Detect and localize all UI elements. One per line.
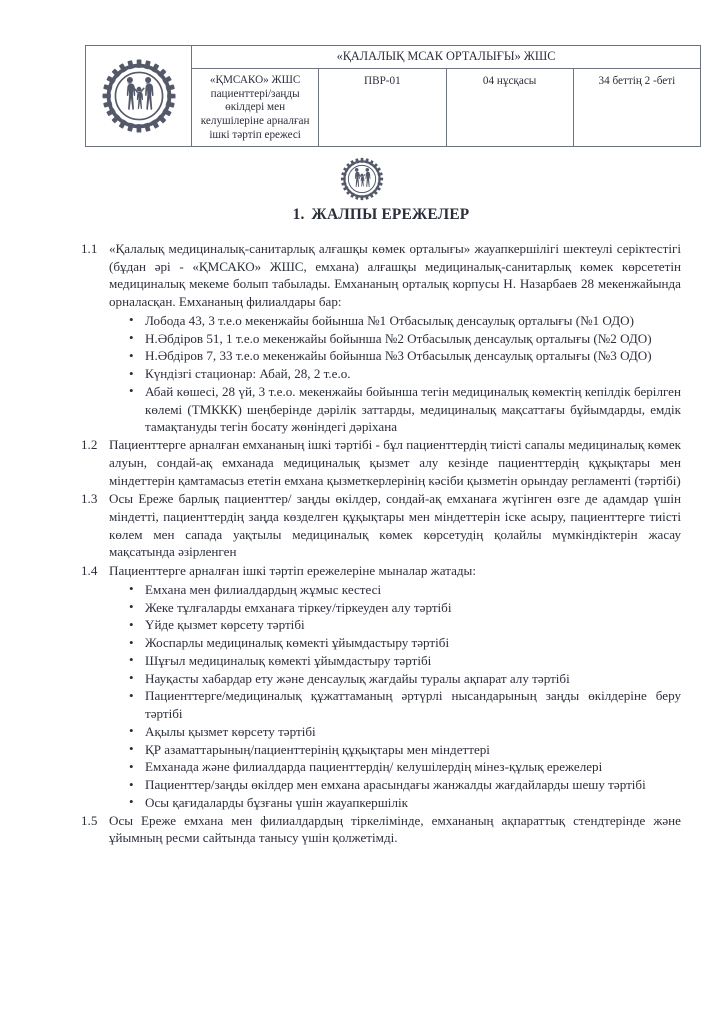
clause-number: 1.4 — [81, 563, 98, 579]
list-item: • Науқасты хабардар ету және денсаулық жағдайы туралы ақпарат алу тәртібі — [129, 670, 681, 688]
list-item: • Ақылы қызмет көрсету тәртібі — [129, 723, 681, 741]
list-item: • Абай көшесі, 28 үй, 3 т.е.о. мекенжайы бойынша тегін медициналық көмектің кепілдік берілген көлемі (ТМККК) шеңберінде дәрілік заттарды, медициналық мақсаттағы бұйымдарды, емдік тамақтануды тегін босату жөніндегі дәріхана — [129, 383, 681, 436]
document-body — [81, 206, 681, 848]
list-item: • Н.Әбдіров 51, 1 т.е.о мекенжайы бойынша №2 Отбасылық денсаулық орталығы (№2 ОДО) — [129, 330, 681, 348]
clause-1-3 — [81, 490, 681, 561]
clause-text: Пациенттерге арналған емхананың ішкі тәртібі - бұл пациенттердің тиісті сапалы медициналық көмек алуын, сондай-ақ емханада медициналық қызмет алу кезінде пациенттердің құқықтары мен міндеттерін қамтамасыз ететін емхана қызметкерлерінің кәсіби қызметін орындау регламенті (тәртібі) — [109, 437, 681, 488]
clause-text: Осы Ереже емхана мен филиалдардың тіркелімінде, емхананың ақпараттық стендтерінде және ұйымның ресми сайтында танысу үшін қолжетімді. — [109, 812, 681, 846]
list-item: • Үйде қызмет көрсету тәртібі — [129, 616, 681, 634]
org-title: «ҚАЛАЛЫҚ МСАК ОРТАЛЫҒЫ» ЖШС — [192, 46, 701, 69]
header-logo-cell — [86, 46, 192, 147]
header-table-row-title — [86, 46, 701, 69]
clause-1-4-bullets — [81, 581, 681, 812]
clause-number: 1.1 — [81, 241, 98, 256]
family-circle-logo-icon — [86, 58, 191, 134]
clause-number: 1.5 — [81, 812, 98, 828]
list-item: • Н.Әбдіров 7, 33 т.е.о мекенжайы бойынша №3 Отбасылық денсаулық орталығы (№3 ОДО) — [129, 347, 681, 365]
clause-1-5 — [81, 812, 681, 847]
page-info: 34 беттің 2 -беті — [573, 69, 700, 147]
list-item: • Шұғыл медициналық көмекті ұйымдастыру тәртібі — [129, 652, 681, 670]
clause-number: 1.2 — [81, 437, 98, 453]
section-number: 1. — [292, 206, 305, 223]
center-logo — [0, 157, 724, 206]
list-item: • Жоспарлы медициналық көмекті ұйымдастыру тәртібі — [129, 634, 681, 652]
clause-1-1-bullets — [81, 312, 681, 436]
list-item: • Күндізгі стационар: Абай, 28, 2 т.е.о. — [129, 365, 681, 383]
section-title-text: ЖАЛПЫ ЕРЕЖЕЛЕР — [311, 206, 470, 223]
list-item: • Емхана мен филиалдардың жұмыс кестесі — [129, 581, 681, 599]
list-item: • Пациенттерге/медициналық құжаттаманың әртүрлі нысандарының заңды өкілдеріне беру тәртібі — [129, 687, 681, 722]
page-title — [81, 206, 681, 224]
list-item: • Пациенттер/заңды өкілдер мен емхана арасындағы жанжалды жағдайларды шешу тәртібі — [129, 776, 681, 794]
doc-version: 04 нұсқасы — [446, 69, 573, 147]
clause-number: 1.3 — [81, 491, 98, 507]
doc-code: ПВР-01 — [319, 69, 446, 147]
clause-1-4 — [81, 562, 681, 580]
clause-text: Пациенттерге арналған ішкі тәртіп ережелеріне мыналар жатады: — [109, 563, 476, 579]
list-item: • Емханада және филиалдарда пациенттердің/ келушілердің мінез-құлық ережелері — [129, 758, 681, 776]
list-item: • Жеке тұлғаларды емханаға тіркеу/тіркеуден алу тәртібі — [129, 599, 681, 617]
list-item: • ҚР азаматтарының/пациенттерінің құқықтары мен міндеттері — [129, 741, 681, 759]
document-header-table — [85, 45, 701, 147]
family-circle-logo-icon — [340, 188, 384, 205]
clause-text: «Қалалық медициналық-санитарлық алғашқы көмек орталығы» жауапкершілігі шектеулі серіктестігі (бұдан әрі - «ҚМСАКО» ЖШС, емхана) алғашқы медициналық-санитарлық көмек көрсететін медициналық мекеме болып табылады. Емхананың орталық корпусы Н. Назарбаев 28 мекенжайында орналасқан. Емхананың филиалдары бар: — [109, 241, 681, 310]
doc-description: «ҚМСАКО» ЖШС пациенттері/заңды өкілдері мен келушілеріне арналған ішкі тәртіп ережесі — [192, 69, 319, 147]
clause-1-1 — [81, 240, 681, 311]
list-item: • Осы қағидаларды бұзғаны үшін жауапкершілік — [129, 794, 681, 812]
clause-1-2 — [81, 436, 681, 489]
clause-text: Осы Ереже барлық пациенттер/ заңды өкілдер, сондай-ақ емханаға жүгінген өзге де адамдар үшін міндетті, пациенттердің заңда көзделген құқықтары мен міндеттерін іске асыру, пациенттерге тиісті көлем мен сапада уақтылы медициналық көмек көрсетудің қолайлы мүмкіндіктерін жасау мақсатында әзірленген — [109, 491, 681, 560]
list-item: • Лобода 43, 3 т.е.о мекенжайы бойынша №1 Отбасылық денсаулық орталығы (№1 ОДО) — [129, 312, 681, 330]
